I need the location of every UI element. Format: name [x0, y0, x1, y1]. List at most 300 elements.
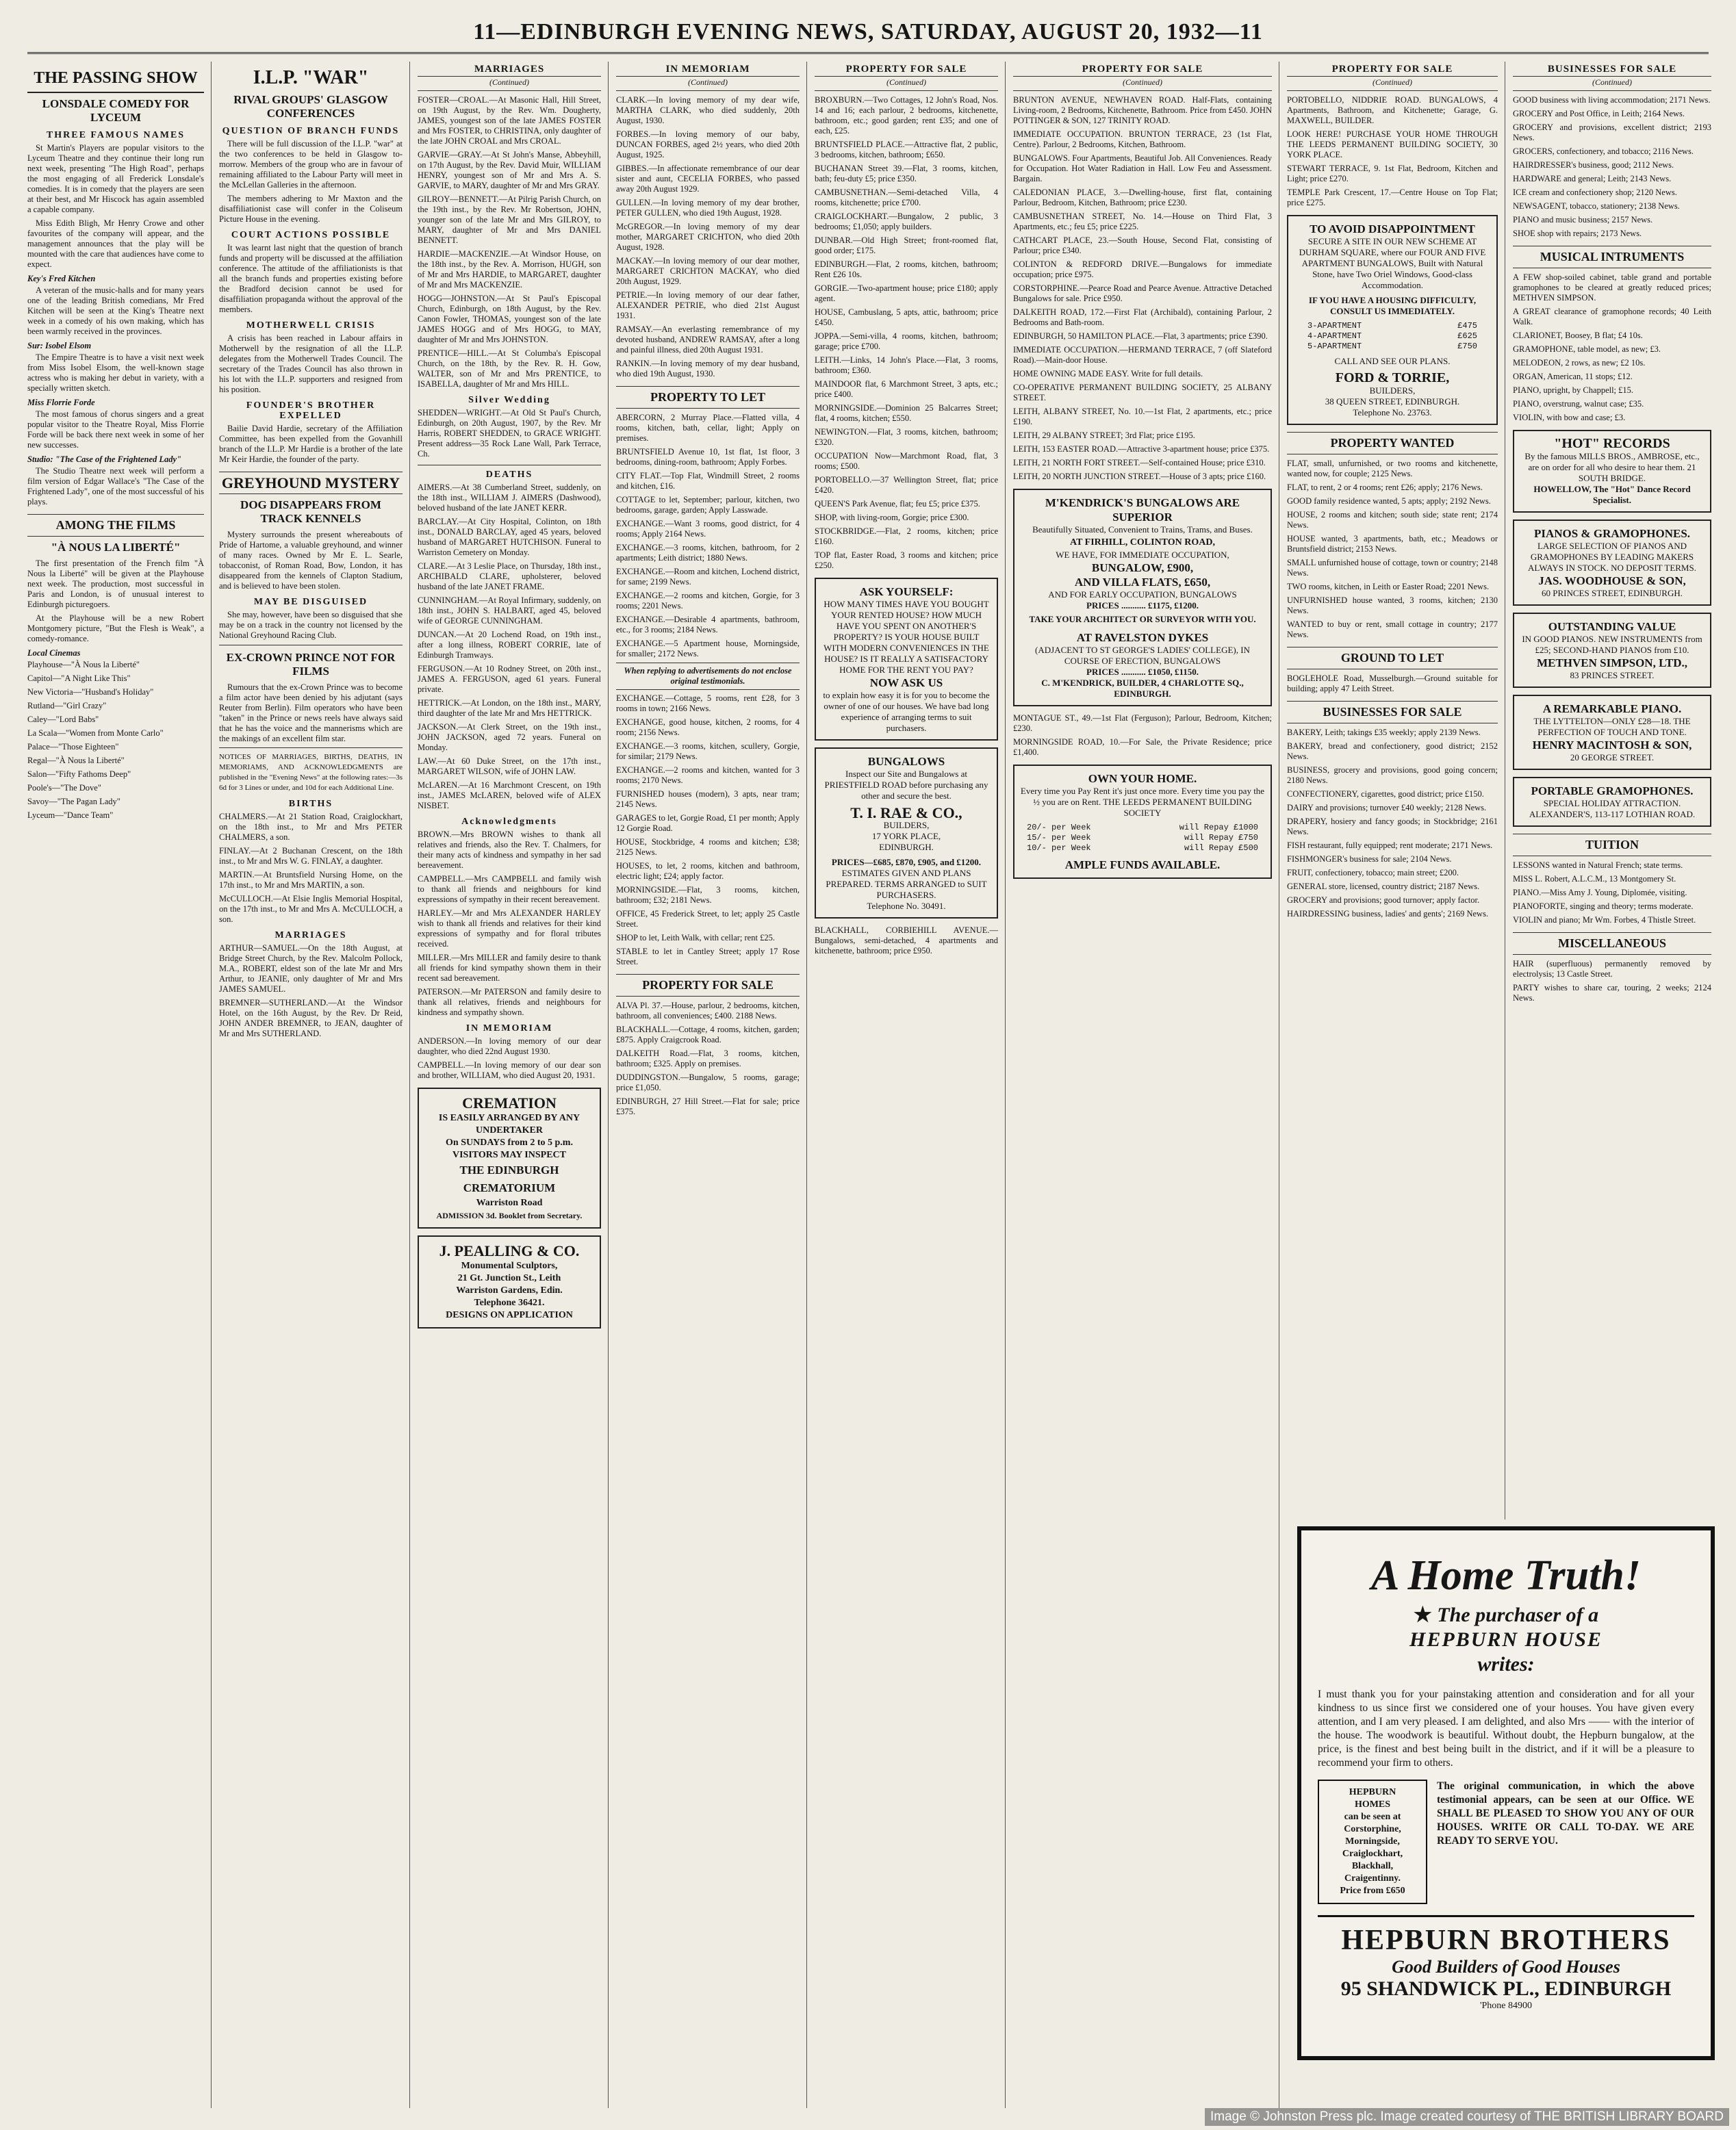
row-value: £625: [1457, 331, 1477, 341]
masthead: 11—EDINBURGH EVENING NEWS, SATURDAY, AUGUST 20, 1932—11: [27, 12, 1709, 54]
list-item: Poole's—"The Dove": [27, 783, 101, 793]
classified-ad: ORGAN, American, 11 stops; £12.: [1513, 372, 1633, 381]
column-memoriam-let: [616, 62, 807, 2108]
classified-ad: EXCHANGE.—Desirable 4 apartments, bathroom, etc., for 3 rooms; 2184 News.: [616, 615, 800, 634]
remarkable-title: A REMARKABLE PIANO.: [1542, 702, 1682, 715]
musical-instruments-head: MUSICAL INTRUMENTS: [1513, 246, 1711, 268]
macintosh-body: 20 GEORGE STREET.: [1570, 752, 1655, 762]
home-side-text: The original communication, in which the above testimonial appears, can be seen at our Office. WE SHALL BE PLEASED TO SHOW YOU ANY OF OUR HOUSES. WRITE OR CALL TO-DAY. WE ARE READY TO SERVE YOU.: [1437, 1780, 1694, 1847]
classified-ad: MORNINGSIDE.—Flat, 3 rooms, kitchen, bathroom; £32; 2181 News.: [616, 885, 800, 905]
memoriam-notice: ANDERSON.—In loving memory of our dear daughter, who died 22nd August 1930.: [418, 1036, 601, 1056]
paragraph: Bailie David Hardie, secretary of the Affiliation Committee, has been expelled from the Govanhill branch of the I.L.P. Mr Hardie is a brother of the late Mr Keir Hardie, the founder of the party.: [219, 424, 403, 464]
ask-sub: NOW ASK US: [869, 676, 943, 689]
classified-ad: MAINDOOR flat, 6 Marchmont Street, 3 apts, etc.; price £400.: [815, 379, 998, 399]
lyceum-head: LONSDALE COMEDY FOR LYCEUM: [42, 97, 190, 124]
memoriam-notice: PETRIE.—In loving memory of our dear father, ALEXANDER PETRIE, who died 21st August 1931.: [616, 290, 800, 320]
classified-ad: NEWINGTON.—Flat, 3 rooms, kitchen, bathroom; £320.: [815, 427, 998, 447]
classified-ad: PIANO, upright, by Chappell; £15.: [1513, 385, 1634, 395]
row-label: 20/- per Week: [1027, 823, 1091, 832]
classified-ad: EXCHANGE.—Cottage, 5 rooms, rent £28, for 3 rooms in town; 2166 News.: [616, 693, 800, 713]
classified-ad: HARDWARE and general; Leith; 2143 News.: [1513, 174, 1672, 183]
row-label: 4-APARTMENT: [1307, 331, 1362, 341]
continued-label: (Continued): [616, 77, 800, 91]
classified-ad: DAIRY and provisions; turnover £40 weekly; 2128 News.: [1287, 803, 1487, 812]
ask-body: HOW MANY TIMES HAVE YOU BOUGHT YOUR RENTED HOUSE? HOW MUCH HAVE YOU SPENT ON ANOTHER'S PROPERTY? IS YOUR HOUSE BUILT WITH MODERN CONVENIENCES IN THE HOUSE? IS IT REALLY A SATISFACTORY HOME FOR THE RENT YOU PAY?: [824, 599, 989, 675]
classified-ad: FISH restaurant, fully equipped; rent moderate; 2171 News.: [1287, 841, 1493, 850]
table-row: [1307, 321, 1477, 331]
ad-line: 38 QUEEN STREET, EDINBURGH.: [1325, 396, 1460, 407]
hot-records-ad: [1513, 430, 1711, 513]
silver-wedding-notice: SHEDDEN—WRIGHT.—At Old St Paul's Church, Edinburgh, on 20th August, 1907, by the Rev. Mr Harris, ROBERT SHEDDEN, to GRACE WRIGHT. Present address—35 Rock Lane Wall, Park Terrace, Ch.: [418, 408, 601, 459]
paragraph: The Studio Theatre next week will perform a film version of Edgar Wallace's "The Case of the Frightened Lady", one of the most successful of his plays.: [27, 466, 204, 506]
image-credit: Image © Johnston Press plc. Image created courtesy of THE BRITISH LIBRARY BOARD: [1205, 2108, 1729, 2126]
row-label: 5-APARTMENT: [1307, 342, 1362, 351]
portable-title: PORTABLE GRAMOPHONES.: [1531, 784, 1694, 797]
ad-line: AND VILLA FLATS, £650,: [1074, 576, 1211, 589]
classified-ad: PIANO and music business; 2157 News.: [1513, 215, 1653, 224]
in-memoriam-title: IN MEMORIAM: [616, 62, 800, 77]
memoriam-notice: CLARK.—In loving memory of my dear wife, MARTHA CLARK, who died suddenly, 20th August, 1930.: [616, 95, 800, 125]
marriage-notice: HARDIE—MACKENZIE.—At Windsor House, on the 18th inst., by the Rev. A. Morrison, HUGH, son of Mr and Mrs HARDIE, to MARGARET, daughter of Mr and Mrs MACKENZIE.: [418, 249, 601, 290]
own-body: Every time you Pay Rent it's just once more. Every time you pay the ½ you are on Rent. THE LEEDS PERMANENT BUILDING SOCIETY: [1020, 786, 1265, 818]
notices-rates: NOTICES OF MARRIAGES, BIRTHS, DEATHS, IN MEMORIAMS, AND ACKNOWLEDGMENTS are published in the "Evening News" at the following rates:—3s 6d for 3 Lines or under, and 10d for each Additional Line.: [219, 747, 403, 793]
classified-ad: HOME OWNING MADE EASY. Write for full details.: [1013, 369, 1203, 378]
death-notice: LAW.—At 60 Duke Street, on the 17th inst., MARGARET WILSON, wife of JOHN LAW.: [418, 756, 601, 776]
ravelston-prices: PRICES ........... £1050, £1150.: [1086, 667, 1199, 677]
classified-ad: GRAMOPHONE, table model, as new; £3.: [1513, 344, 1661, 354]
classified-ad: GORGIE.—Two-apartment house; price £180; apply agent.: [815, 283, 998, 303]
in-memoriam-head: IN MEMORIAM: [465, 1023, 553, 1034]
ask-body: to explain how easy it is for you to become the owner of one of our houses. We have bad long experience of arranging terms to suit purchasers.: [823, 690, 990, 733]
row-value: will Repay £500: [1184, 843, 1258, 853]
paragraph: The first presentation of the French film "À Nous la Liberté" will be given at the Playhouse next week. The production, most successful in Paris and London, is of unusual interest to Edinburgh picturegoers.: [27, 559, 204, 609]
classified-ad: EXCHANGE, good house, kitchen, 2 rooms, for 4 room; 2156 News.: [616, 717, 800, 737]
ravelston-builder: C. M'KENDRICK, BUILDER, 4 CHARLOTTE SQ., EDINBURGH.: [1041, 678, 1244, 699]
ad-line: On SUNDAYS from 2 to 5 p.m.: [446, 1138, 573, 1148]
paragraph: It was learnt last night that the question of branch funds and property will be discussed at the affiliation conference. The attitude of the affiliationists is that all the branch funds and properties existing before the Bradford decision cannot be used for disaffiliation propaganda without the approval of the members.: [219, 243, 403, 314]
death-notice: CLARE.—At 3 Leslie Place, on Thursday, 18th inst., ARCHIBALD CLARE, upholsterer, beloved husband of the late JANET FRAME.: [418, 561, 601, 591]
paragraph: She may, however, have been so disguised that she may be on a track in the country not licensed by the National Greyhound Racing Club.: [219, 610, 403, 640]
classified-ad: ICE cream and confectionery shop; 2120 News.: [1513, 188, 1677, 197]
classified-ad: ALVA Pl. 37.—House, parlour, 2 bedrooms, kitchen, bathroom, all conveniences; £400. 2188 News.: [616, 1001, 800, 1021]
box-line: Craigentinny.: [1344, 1873, 1401, 1884]
table-row: [1027, 823, 1258, 833]
classified-ad: BOGLEHOLE Road, Musselburgh.—Ground suitable for building; apply 47 Leith Street.: [1287, 673, 1498, 693]
ask-yourself-ad: [815, 578, 998, 741]
classified-ad: BUCHANAN Street 39.—Flat, 3 rooms, kitchen, bath; feu-duty £5; price £350.: [815, 164, 998, 183]
table-row: [1307, 331, 1477, 342]
businesses-for-sale-head: BUSINESSES FOR SALE: [1287, 701, 1498, 723]
ad-line: Warriston Gardens, Edin.: [456, 1285, 563, 1296]
among-films-head: AMONG THE FILMS: [27, 514, 204, 537]
classified-ad: HOUSES, to let, 2 rooms, kitchen and bathroom, electric light; £24; apply factor.: [616, 861, 800, 881]
classified-ad: LEITH, 21 NORTH FORT STREET.—Self-contained House; price £310.: [1013, 458, 1266, 467]
classified-ad: EXCHANGE.—5 Apartment house, Morningside, for smaller; 2172 News.: [616, 639, 800, 658]
classified-ad: CONFECTIONERY, cigarettes, good district; price £150.: [1287, 789, 1484, 799]
memoriam-notice: RANKIN.—In loving memory of my dear husband, who died 19th August, 1930.: [616, 359, 800, 378]
marriages-title: MARRIAGES: [418, 62, 601, 77]
home-sub-1-text: The purchaser of a: [1437, 1604, 1599, 1626]
classified-ad: TEMPLE Park Crescent, 17.—Centre House on Top Flat; price £275.: [1287, 188, 1498, 207]
durham-title: TO AVOID DISAPPOINTMENT: [1310, 222, 1475, 235]
mkendrick-title: M'KENDRICK'S BUNGALOWS ARE SUPERIOR: [1045, 496, 1240, 524]
classified-ad: HAIR (superfluous) permanently removed by electrolysis; 13 Castle Street.: [1513, 959, 1711, 979]
continued-label: (Continued): [1287, 77, 1498, 91]
classified-ad: FLAT, small, unfurnished, or two rooms and kitchenette, wanted now, for couple; 2125 News.: [1287, 459, 1498, 478]
ack-notice: HARLEY.—Mr and Mrs ALEXANDER HARLEY wish to thank all friends and relatives for their kind expressions of sympathy and for floral tributes received.: [418, 908, 601, 949]
classified-ad: PIANO.—Miss Amy J. Young, Diplomée, visiting.: [1513, 888, 1687, 897]
miscellaneous-head: MISCELLANEOUS: [1513, 932, 1711, 955]
classified-ad: BROXBURN.—Two Cottages, 12 John's Road, Nos. 14 and 16; each parlour, 2 bedrooms, kitchenette, bathroom, etc.; good garden; rent £35; and one of each, £25.: [815, 95, 998, 136]
classified-ad: EXCHANGE.—3 rooms, kitchen, bathroom, for 2 apartments; Leith district; 1880 News.: [616, 543, 800, 563]
death-notice: BARCLAY.—At City Hospital, Colinton, on 18th inst., DONALD BARCLAY, aged 45 years, beloved husband of MARGARET HUTCHISON. Funeral to Warriston Cemetery on Monday.: [418, 517, 601, 557]
classified-ad: EDINBURGH, 27 Hill Street.—Flat for sale; price £375.: [616, 1096, 800, 1116]
births-head: BIRTHS: [288, 799, 333, 809]
classified-ad: MORNINGSIDE.—Dominion 25 Balcarres Street; flat, 4 rooms, kitchen; £550.: [815, 403, 998, 423]
memoriam-notice: CAMPBELL.—In loving memory of our dear son and brother, WILLIAM, who died August 20, 1931.: [418, 1060, 601, 1080]
ravelston-body: (ADJACENT TO ST GEORGE'S LADIES' COLLEGE), IN COURSE OF ERECTION, BUNGALOWS: [1035, 645, 1250, 666]
rae-prices: PRICES—£685, £870, £905, and £1200.: [831, 857, 982, 867]
continued-label: (Continued): [1513, 77, 1711, 91]
column-property-sale-1: [815, 62, 1006, 2108]
classified-ad: GROCERS, confectionery, and tobacco; 2116 News.: [1513, 146, 1694, 156]
woodhouse-title: JAS. WOODHOUSE & SON,: [1538, 574, 1686, 587]
woodhouse-body: 60 PRINCES STREET, EDINBURGH.: [1542, 588, 1683, 598]
classified-ad: LEITH.—Links, 14 John's Place.—Flat, 3 rooms, bathroom; £360.: [815, 355, 998, 375]
classified-ad: BLACKHALL.—Cottage, 4 rooms, kitchen, garden; £875. Apply Craigcrook Road.: [616, 1025, 800, 1044]
classified-ad: PORTOBELLO.—37 Wellington Street, flat; price £420.: [815, 475, 998, 495]
property-for-sale-head: PROPERTY FOR SALE: [616, 974, 800, 997]
portable-body: SPECIAL HOLIDAY ATTRACTION. ALEXANDER'S, 113-117 LOTHIAN ROAD.: [1529, 798, 1696, 819]
classified-ad: HOUSE, Cambuslang, 5 apts, attic, bathroom; price £450.: [815, 307, 998, 327]
ad-line: Monumental Sculptors,: [461, 1261, 558, 1271]
classified-ad: GENERAL store, licensed, country district; 2187 News.: [1287, 882, 1480, 891]
marriage-notice: GARVIE—GRAY.—At St John's Manse, Abbeyhill, on 17th August, by the Rev. David Muir, WILLIAM HENRY, youngest son of Mr and Mrs A. S. GARVIE, to MARY, daughter of Mr and Mrs GRAY.: [418, 150, 601, 190]
paragraph: The most famous of chorus singers and a great popular visitor to the Theatre Royal, Miss Florrie Forde will be back there next week in some of her new successes.: [27, 409, 204, 450]
property-wanted-head: PROPERTY WANTED: [1287, 432, 1498, 454]
paragraph: Rumours that the ex-Crown Prince was to become a film actor have been denied by his adjutant (says Reuter from Berlin). Film operators who have been "taken" in the Prince or news reels have always said that he has the voice and the mannerisms which are the makings of an excellent film star.: [219, 682, 403, 743]
paragraph: Mystery surrounds the present whereabouts of Pride of Hartome, a valuable greyhound, and winner of many races. Owned by Mr E. L. Searle, tobacconist, of Roman Road, Bow, London, it has disappeared from the kennels of Clapton Stadium, and is believed to have been stolen.: [219, 530, 403, 591]
outstanding-value-ad: [1513, 613, 1711, 688]
ad-line: WE HAVE, FOR IMMEDIATE OCCUPATION,: [1056, 550, 1229, 560]
hepburn-tagline: Good Builders of Good Houses: [1392, 1957, 1620, 1977]
ad-line: IS EASILY ARRANGED BY ANY UNDERTAKER: [438, 1113, 580, 1135]
classified-ad: FRUIT, confectionery, tobacco; main street; £200.: [1287, 868, 1459, 877]
classified-ad: FURNISHED houses (modern), 3 apts, near tram; 2145 News.: [616, 789, 800, 809]
classified-ad: JOPPA.—Semi-villa, 4 rooms, kitchen, bathroom; garage; price £700.: [815, 331, 998, 351]
box-line: HOMES: [1354, 1799, 1391, 1810]
classified-ad: BRUNTSFIELD PLACE.—Attractive flat, 2 public, 3 bedrooms, kitchen, bathroom; £650.: [815, 140, 998, 159]
dog-disappears-head: DOG DISAPPEARS FROM TRACK KENNELS: [240, 498, 381, 525]
death-notice: AIMERS.—At 38 Cumberland Street, suddenly, on the 18th inst., WILLIAM J. AIMERS (Dashwood), beloved husband of the late JANET KERR.: [418, 483, 601, 513]
pianos-body: LARGE SELECTION OF PIANOS AND GRAMOPHONES BY LEADING MAKERS ALWAYS IN STOCK. NO DEPOSIT TERMS.: [1528, 541, 1696, 573]
classified-ad: BUSINESS, grocery and provisions, good going concern; 2180 News.: [1287, 765, 1498, 785]
pealling-title: J. PEALLING & CO.: [439, 1242, 580, 1259]
ravelston-title: AT RAVELSTON DYKES: [1076, 631, 1209, 644]
box-line: Morningside,: [1345, 1836, 1400, 1847]
silver-wedding-head: Silver Wedding: [468, 395, 550, 405]
rae-title: T. I. RAE & CO.,: [850, 804, 962, 821]
outstanding-body: IN GOOD PIANOS. NEW INSTRUMENTS from £25; SECOND-HAND PIANOS from £10.: [1522, 634, 1702, 655]
marriage-notice: ARTHUR—SAMUEL.—On the 18th August, at Bridge Street Church, by the Rev. Malcolm Pollock, M.A., ROBERT, eldest son of the late Mr and Mrs Arthur, to JEANIE, only daughter of Mr and Mrs JAMES SAMUEL.: [219, 943, 403, 994]
own-foot: AMPLE FUNDS AVAILABLE.: [1064, 858, 1221, 871]
classified-ad: FLAT, to rent, 2 or 4 rooms; rent £26; apply; 2176 News.: [1287, 483, 1483, 492]
memoriam-notice: RAMSAY.—An everlasting remembrance of my devoted husband, ANDREW RAMSAY, after a long and painful illness, died 20th August 1931.: [616, 324, 800, 355]
founders-brother-head: FOUNDER'S BROTHER EXPELLED: [246, 400, 376, 421]
column-property-sale-2: [1013, 62, 1279, 2108]
classified-ad: PIANOFORTE, singing and theory; terms moderate.: [1513, 901, 1694, 911]
cremation-title: CREMATION: [462, 1094, 557, 1112]
home-truth-title: A Home Truth!: [1371, 1552, 1641, 1599]
classified-ad: A FEW shop-soiled cabinet, table grand and portable gramophones to be cleared at greatly reduced prices; METHVEN SIMPSON.: [1513, 272, 1711, 303]
continued-label: (Continued): [815, 77, 998, 91]
memoriam-notice: GULLEN.—In loving memory of my dear brother, PETER GULLEN, who died 19th August, 1928.: [616, 198, 800, 218]
paragraph: St Martin's Players are popular visitors to the Lyceum Theatre and they continue their long run next week, presenting "The High Road", perhaps the most engaging of all Frederick Lonsdale's comedies. It is in comedy that the players are seen at their best, and Mr Hiscock has again assembled a capable company.: [27, 143, 204, 214]
classified-ad: DUNBAR.—Old High Street; front-roomed flat, good order; £175.: [815, 235, 998, 255]
paragraph: There will be full discussion of the I.L.P. "war" at the two conferences to be held in Glasgow to-morrow. Members of the group who are in favour of remaining affiliated to the Labour Party will meet in the McLellan Galleries in the afternoon.: [219, 139, 403, 190]
classified-ad: CITY FLAT.—Top Flat, Windmill Street, 2 rooms and kitchen, £16.: [616, 471, 800, 491]
property-sale-title: PROPERTY FOR SALE: [815, 62, 998, 77]
hepburn-address: 95 SHANDWICK PL., EDINBURGH: [1340, 1977, 1672, 2000]
classified-ad: LEITH, ALBANY STREET, No. 10.—1st Flat, 2 apartments, etc.; price £190.: [1013, 407, 1272, 426]
classified-ad: EDINBURGH, 50 HAMILTON PLACE.—Flat, 3 apartments; price £390.: [1013, 331, 1268, 341]
crown-prince-head: EX-CROWN PRINCE NOT FOR FILMS: [219, 645, 403, 678]
disguised-head: MAY BE DISGUISED: [253, 597, 368, 607]
classified-ad: GOOD family residence wanted, 5 apts; apply; 2192 News.: [1287, 496, 1491, 506]
classified-ad: HOUSE wanted, 3 apartments, bath, etc.; Meadows or Bruntsfield district; 2153 News.: [1287, 534, 1498, 554]
paragraph: The members adhering to Mr Maxton and the disaffiliationist case will confer in the Coliseum Picture House in the evening.: [219, 194, 403, 224]
ford-torrie-title: FORD & TORRIE,: [1335, 370, 1450, 385]
list-item: Palace—"Those Eighteen": [27, 742, 119, 752]
durham-call: CALL AND SEE OUR PLANS.: [1334, 356, 1451, 366]
row-value: will Repay £750: [1184, 833, 1258, 843]
subhead: Key's Fred Kitchen: [27, 274, 96, 283]
list-item: Playhouse—"À Nous la Liberté": [27, 660, 140, 669]
classified-ad: DRAPERY, hosiery and fancy goods; in Stockbridge; 2161 News.: [1287, 817, 1498, 836]
tuition-head: TUITION: [1513, 834, 1711, 856]
classified-ad: LOOK HERE! PURCHASE YOUR HOME THROUGH THE LEEDS PERMANENT BUILDING SOCIETY, 30 YORK PLACE.: [1287, 129, 1498, 159]
classified-ad: BUNGALOWS. Four Apartments, Beautiful Job. All Conveniences. Ready for Occupation. Hot Water Radiation in Hall. Low Feu and Assessment. Bargain.: [1013, 153, 1272, 183]
classified-ad: CALEDONIAN PLACE, 3.—Dwelling-house, first flat, containing Parlour, Bedroom, Kitchen, Bathroom; price £230.: [1013, 188, 1272, 207]
portable-gramophones-ad: [1513, 777, 1711, 827]
ad-line: 21 Gt. Junction St., Leith: [457, 1273, 561, 1283]
classified-ad: STABLE to let in Cantley Street; apply 17 Rose Street.: [616, 947, 800, 966]
classified-ad: DUDDINGSTON.—Bungalow, 5 rooms, garage; price £1,050.: [616, 1073, 800, 1092]
classified-ad: LESSONS wanted in Natural French; state terms.: [1513, 860, 1683, 870]
subhead: Studio: "The Case of the Frightened Lady": [27, 454, 181, 464]
hot-records-body: By the famous MILLS BROS., AMBROSE, etc., are on order for all who desire to hear them. 21 SOUTH BRIDGE.: [1524, 451, 1700, 483]
rae-bungalows-ad: [815, 747, 998, 919]
paragraph: A crisis has been reached in Labour affairs in Motherwell by the resignation of all the I.L.P. delegates from the Motherwell Trades Council. The secretary of the Trades Council has also thrown in his lot with the I.L.P. supporters and resigned from his position.: [219, 333, 403, 394]
ad-line: Telephone 36421.: [474, 1298, 545, 1308]
death-notice: JACKSON.—At Clerk Street, on the 19th inst., JOHN JACKSON, aged 72 years. Funeral on Monday.: [418, 722, 601, 752]
deaths-head: DEATHS: [418, 465, 601, 480]
row-label: 15/- per Week: [1027, 833, 1091, 843]
ilp-title: I.L.P. "WAR": [253, 67, 369, 88]
list-item: La Scala—"Women from Monte Carlo": [27, 728, 164, 738]
classified-ad: MORNINGSIDE ROAD, 10.—For Sale, the Private Residence; price £1,400.: [1013, 737, 1272, 757]
subhead: Miss Florrie Forde: [27, 398, 95, 407]
classified-ad: WANTED to buy or rent, small cottage in country; 2177 News.: [1287, 619, 1498, 639]
classified-ad: HAIRDRESSING business, ladies' and gents'; 2169 News.: [1287, 909, 1489, 919]
classified-ad: LEITH, 29 ALBANY STREET; 3rd Flat; price £195.: [1013, 431, 1195, 440]
pianos-title: PIANOS & GRAMOPHONES.: [1533, 527, 1691, 540]
ack-notice: PATERSON.—Mr PATERSON and family desire to thank all relatives, friends and neighbours for kindness and sympathy shown.: [418, 987, 601, 1017]
memoriam-notice: FORBES.—In loving memory of our baby, DUNCAN FORBES, aged 2½ years, who died 20th August, 1925.: [616, 129, 800, 159]
list-item: Salon—"Fifty Fathoms Deep": [27, 769, 131, 779]
classified-ad: OCCUPATION Now—Marchmont Road, flat, 3 rooms; £500.: [815, 451, 998, 471]
mkendrick-early: AND FOR EARLY OCCUPATION, BUNGALOWS: [1048, 589, 1237, 600]
list-item: Regal—"À Nous la Liberté": [27, 756, 125, 765]
classified-ad: GARAGES to let, Gorgie Road, £1 per month; Apply 12 Gorgie Road.: [616, 813, 800, 833]
businesses-title: BUSINESSES FOR SALE: [1513, 62, 1711, 77]
reply-notice: When replying to advertisements do not enclose original testimonials.: [616, 663, 800, 690]
continued-label: (Continued): [1013, 77, 1272, 91]
bungalows-title: BUNGALOWS: [867, 755, 945, 768]
box-line: can be seen at: [1344, 1812, 1401, 1822]
box-line: Blackhall,: [1351, 1861, 1394, 1871]
memoriam-notice: MACKAY.—In loving memory of our dear mother, MARGARET CRICHTON MACKAY, who died 20th August, 1929.: [616, 256, 800, 286]
paragraph: At the Playhouse will be a new Robert Montgomery picture, "But the Flesh is Weak", a comedy-romance.: [27, 613, 204, 643]
paragraph: A veteran of the music-halls and for many years one of the leading British comedians, Mr Fred Kitchen will be seen at the King's Theatre next week in a comedy of his own making, which has been warmly received in the provinces.: [27, 285, 204, 336]
birth-notice: McCULLOCH.—At Elsie Inglis Memorial Hospital, on the 17th inst., to Mr and Mrs A. McCULLOCH, a son.: [219, 894, 403, 924]
ad-line: Telephone No. 23763.: [1353, 407, 1432, 418]
ad-line: ADMISSION 3d. Booklet from Secretary.: [436, 1211, 583, 1220]
ad-line: DESIGNS ON APPLICATION: [446, 1310, 573, 1320]
classified-ad: HAIRDRESSER's business, good; 2112 News.: [1513, 160, 1674, 170]
memoriam-notice: GIBBES.—In affectionate remembrance of our dear sister and aunt, CECELIA FORBES, who passed away 20th August 1929.: [616, 164, 800, 194]
classified-ad: STEWART TERRACE, 9. 1st Flat, Bedroom, Kitchen and Light; price £270.: [1287, 164, 1498, 183]
classified-ad: CO-OPERATIVE PERMANENT BUILDING SOCIETY, 25 ALBANY STREET.: [1013, 383, 1272, 402]
classified-ad: BRUNTSFIELD Avenue 10, 1st flat, 1st floor, 3 bedrooms, dining-room, bathroom; Apply Forbes.: [616, 447, 800, 467]
three-famous-head: THREE FAMOUS NAMES: [46, 130, 186, 140]
testimonial-text: I must thank you for your painstaking attention and consideration and for all your kindness to us since first we considered one of your houses. You have given every attention, and I am very pleased. I am delighted, and also Mrs —— with the interior of the house. The woodwork is beautiful. Without doubt, the Hepburn bungalow, at the price, is the finest and best being built in the district, and if it will be a pleasure to recommend your firm to others.: [1318, 1689, 1694, 1769]
ack-notice: MILLER.—Mrs MILLER and family desire to thank all friends for kind sympathy shown them in their recent sad bereavement.: [418, 953, 601, 983]
classified-ad: COTTAGE to let, September; parlour, kitchen, two bedrooms, garage, garden; Apply Lasswade.: [616, 495, 800, 515]
classified-ad: A GREAT clearance of gramophone records; 40 Leith Walk.: [1513, 307, 1711, 326]
bungalows-body: Inspect our Site and Bungalows at PRIESTFIELD ROAD before purchasing any other and secure the best.: [824, 769, 988, 801]
property-sale-title: PROPERTY FOR SALE: [1287, 62, 1498, 77]
a-nous-head: "À NOUS LA LIBERTÉ": [51, 541, 181, 554]
star-icon: ★: [1413, 1604, 1438, 1626]
durham-sub: IF YOU HAVE A HOUSING DIFFICULTY, CONSULT US IMMEDIATELY.: [1308, 295, 1477, 316]
classified-ad: CATHCART PLACE, 23.—South House, Second Flat, consisting of Parlour; price £340.: [1013, 235, 1272, 255]
marriages-head: MARRIAGES: [275, 930, 347, 940]
ad-line: 17 YORK PLACE,: [871, 831, 941, 841]
marriage-notice: BREMNER—SUTHERLAND.—At the Windsor Hotel, on the 16th August, by the Rev. Dr Reid, JOHN ANDER BREMNER, to JEAN, daughter of Mr and Mrs SUTHERLAND.: [219, 998, 403, 1038]
classified-ad: VIOLIN and piano; Mr Wm. Forbes, 4 Thistle Street.: [1513, 915, 1696, 925]
birth-notice: FINLAY.—At 2 Buchanan Crescent, on the 18th inst., to Mr and Mrs W. G. FINLAY, a daughter.: [219, 846, 403, 866]
hepburn-brothers-name: HEPBURN BROTHERS: [1341, 1925, 1671, 1956]
acknowledgments-head: Acknowledgments: [461, 817, 557, 827]
rival-groups-head: RIVAL GROUPS' GLASGOW CONFERENCES: [233, 93, 388, 120]
table-row: [1027, 833, 1258, 843]
hepburn-homes-box: [1318, 1780, 1427, 1904]
classified-ad: GOOD business with living accommodation; 2171 News.: [1513, 95, 1711, 105]
classified-ad: EXCHANGE.—2 rooms and kitchen, Gorgie, for 3 rooms; 2201 News.: [616, 591, 800, 611]
classified-ad: CRAIGLOCKHART.—Bungalow, 2 public, 3 bedrooms; £1,050; apply builders.: [815, 211, 998, 231]
cremation-ad: [418, 1088, 601, 1229]
marriage-notice: HOGG—JOHNSTON.—At St Paul's Episcopal Church, Edinburgh, on 18th August, by the Rev. Canon Fowler, THOMAS, youngest son of the late JAMES HOGG and of Mrs HOGG, to MAY, daughter of Mr and Mrs JOHNSTON.: [418, 294, 601, 344]
list-item: Savoy—"The Pagan Lady": [27, 797, 120, 806]
mkendrick-body: Beautifully Situated, Convenient to Trains, Trams, and Buses.: [1032, 524, 1253, 535]
classified-ad: CAMBUSNETHAN STREET, No. 14.—House on Third Flat, 3 Apartments, etc.; feu £5; price £225.: [1013, 211, 1272, 231]
classified-ad: PORTOBELLO, NIDDRIE ROAD. BUNGALOWS, 4 Apartments, Bathroom, and Kitchenette; Garage, G. MAXWELL, BUILDER.: [1287, 95, 1498, 125]
row-label: 10/- per Week: [1027, 843, 1091, 853]
property-to-let-head: PROPERTY TO LET: [616, 386, 800, 409]
hot-records-sub: HOWELLOW, The "Hot" Dance Record Specialist.: [1533, 484, 1691, 505]
mkendrick-ad: [1013, 489, 1272, 706]
classified-ad: TOP flat, Easter Road, 3 rooms and kitchen; price £250.: [815, 550, 998, 570]
classified-ad: IMMEDIATE OCCUPATION.—HERMAND TERRACE, 7 (off Slateford Road).—Main-door House.: [1013, 345, 1272, 365]
death-notice: CUNNINGHAM.—At Royal Infirmary, suddenly, on 18th inst., JOHN S. HALBART, aged 45, beloved wife of GEORGE CUNNINGHAM.: [418, 595, 601, 626]
ad-line: THE EDINBURGH CREMATORIUM: [459, 1164, 559, 1194]
column-property-sale-3: [1287, 62, 1505, 1519]
classified-ad: HOUSE, Stockbridge, 4 rooms and kitchen; £38; 2125 News.: [616, 837, 800, 857]
ack-notice: BROWN.—Mrs BROWN wishes to thank all relatives and friends, also the Rev. T. Chalmers, for their many acts of kindness and sympathy in her sad bereavement.: [418, 830, 601, 870]
death-notice: McLAREN.—At 16 Marchmont Crescent, on 19th inst., JAMES McLAREN, beloved wife of ALEX NISBET.: [418, 780, 601, 810]
marriage-notice: GILROY—BENNETT.—At Pilrig Parish Church, on the 19th inst., by the Rev. Mr Robertson, JOHN, younger son of the late Mr and Mrs GILROY, to MARY, daughter of Mr and Mrs DANIEL BENNETT.: [418, 194, 601, 245]
classified-ad: COLINTON & REDFORD DRIVE.—Bungalows for immediate occupation; price £975.: [1013, 259, 1272, 279]
classified-ad: GROCERY and provisions, excellent district; 2193 News.: [1513, 123, 1711, 142]
home-inner: [1318, 1780, 1694, 1904]
hepburn-phone: 'Phone 84900: [1479, 2001, 1533, 2011]
classified-ad: IMMEDIATE OCCUPATION. BRUNTON TERRACE, 23 (1st Flat, Centre). Parlour, 2 Bedrooms, Kitchen, Bathroom.: [1013, 129, 1272, 149]
classified-ad: DALKEITH Road.—Flat, 3 rooms, kitchen, bathroom; £325. Apply on premises.: [616, 1049, 800, 1068]
column-businesses-music: [1513, 62, 1711, 1519]
table-row: [1027, 843, 1258, 854]
classified-ad: UNFURNISHED house wanted, 3 rooms, kitchen; 2130 News.: [1287, 595, 1498, 615]
classified-ad: SHOP, with living-room, Gorgie; price £300.: [815, 513, 969, 522]
classified-ad: SMALL unfurnished house of cottage, town or country; 2148 News.: [1287, 558, 1498, 578]
classified-ad: FISHMONGER's business for sale; 2104 News.: [1287, 854, 1452, 864]
birth-notice: CHALMERS.—At 21 Station Road, Craiglockhart, on the 18th inst., to Mr and Mrs PETER CHALMERS, a son.: [219, 812, 403, 842]
list-item: Rutland—"Girl Crazy": [27, 701, 107, 710]
classified-ad: GROCERY and Post Office, in Leith; 2164 News.: [1513, 109, 1685, 118]
row-value: will Repay £1000: [1179, 823, 1258, 832]
methven-body: 83 PRINCES STREET.: [1570, 670, 1655, 680]
ad-line: AT FIRHILL, COLINTON ROAD,: [1070, 537, 1215, 548]
continued-label: (Continued): [418, 77, 601, 91]
paragraph: Miss Edith Bligh, Mr Henry Crowe and other favourites of the company will appear, and the management announces that the play will be mounted with the care that audiences have come to expect.: [27, 218, 204, 269]
home-bottom: [1318, 1915, 1694, 2012]
box-line: Price from £650: [1340, 1886, 1405, 1896]
row-value: £475: [1457, 321, 1477, 331]
box-line: Craiglockhart,: [1342, 1849, 1403, 1859]
hepburn-home-ad: [1297, 1526, 1715, 2060]
row-value: £750: [1457, 342, 1477, 351]
classified-ad: LEITH, 153 EASTER ROAD.—Attractive 3-apartment house; price £375.: [1013, 444, 1270, 454]
classified-ad: OFFICE, 45 Frederick Street, to let; apply 25 Castle Street.: [616, 909, 800, 929]
subhead: Local Cinemas: [27, 648, 81, 658]
row-label: 3-APARTMENT: [1307, 321, 1362, 331]
classified-ad: PARTY wishes to share car, touring, 2 weeks; 2124 News.: [1513, 983, 1711, 1003]
column-marriages-deaths: [418, 62, 609, 2108]
memoriam-notice: McGREGOR.—In loving memory of my dear mother, MARGARET CRICHTON, who died 20th August, 1928.: [616, 222, 800, 252]
property-sale-title: PROPERTY FOR SALE: [1013, 62, 1272, 77]
classified-ad: CORSTORPHINE.—Pearce Road and Pearce Avenue. Attractive Detached Bungalows for sale. Price £950.: [1013, 283, 1272, 303]
classified-ad: EXCHANGE.—2 rooms and kitchen, wanted for 3 rooms; 2170 News.: [616, 765, 800, 785]
classified-ad: GROCERY and provisions; good turnover; apply factor.: [1287, 895, 1480, 905]
pealling-ad: [418, 1235, 601, 1329]
home-sub-3: writes:: [1477, 1653, 1535, 1676]
own-title: OWN YOUR HOME.: [1088, 772, 1197, 785]
durham-square-ad: [1287, 215, 1498, 425]
classified-ad: BRUNTON AVENUE, NEWHAVEN ROAD. Half-Flats, containing Living-room, 2 Bedrooms, Kitchenette, Bathroom. Price from £450. JOHN POTTINGER & SON, 127 TRINITY ROAD.: [1013, 95, 1272, 125]
mkendrick-prices: PRICES ........... £1175, £1200.: [1086, 600, 1199, 611]
home-sub-1: [1318, 1603, 1694, 1628]
classified-ad: SHOE shop with repairs; 2173 News.: [1513, 229, 1642, 238]
